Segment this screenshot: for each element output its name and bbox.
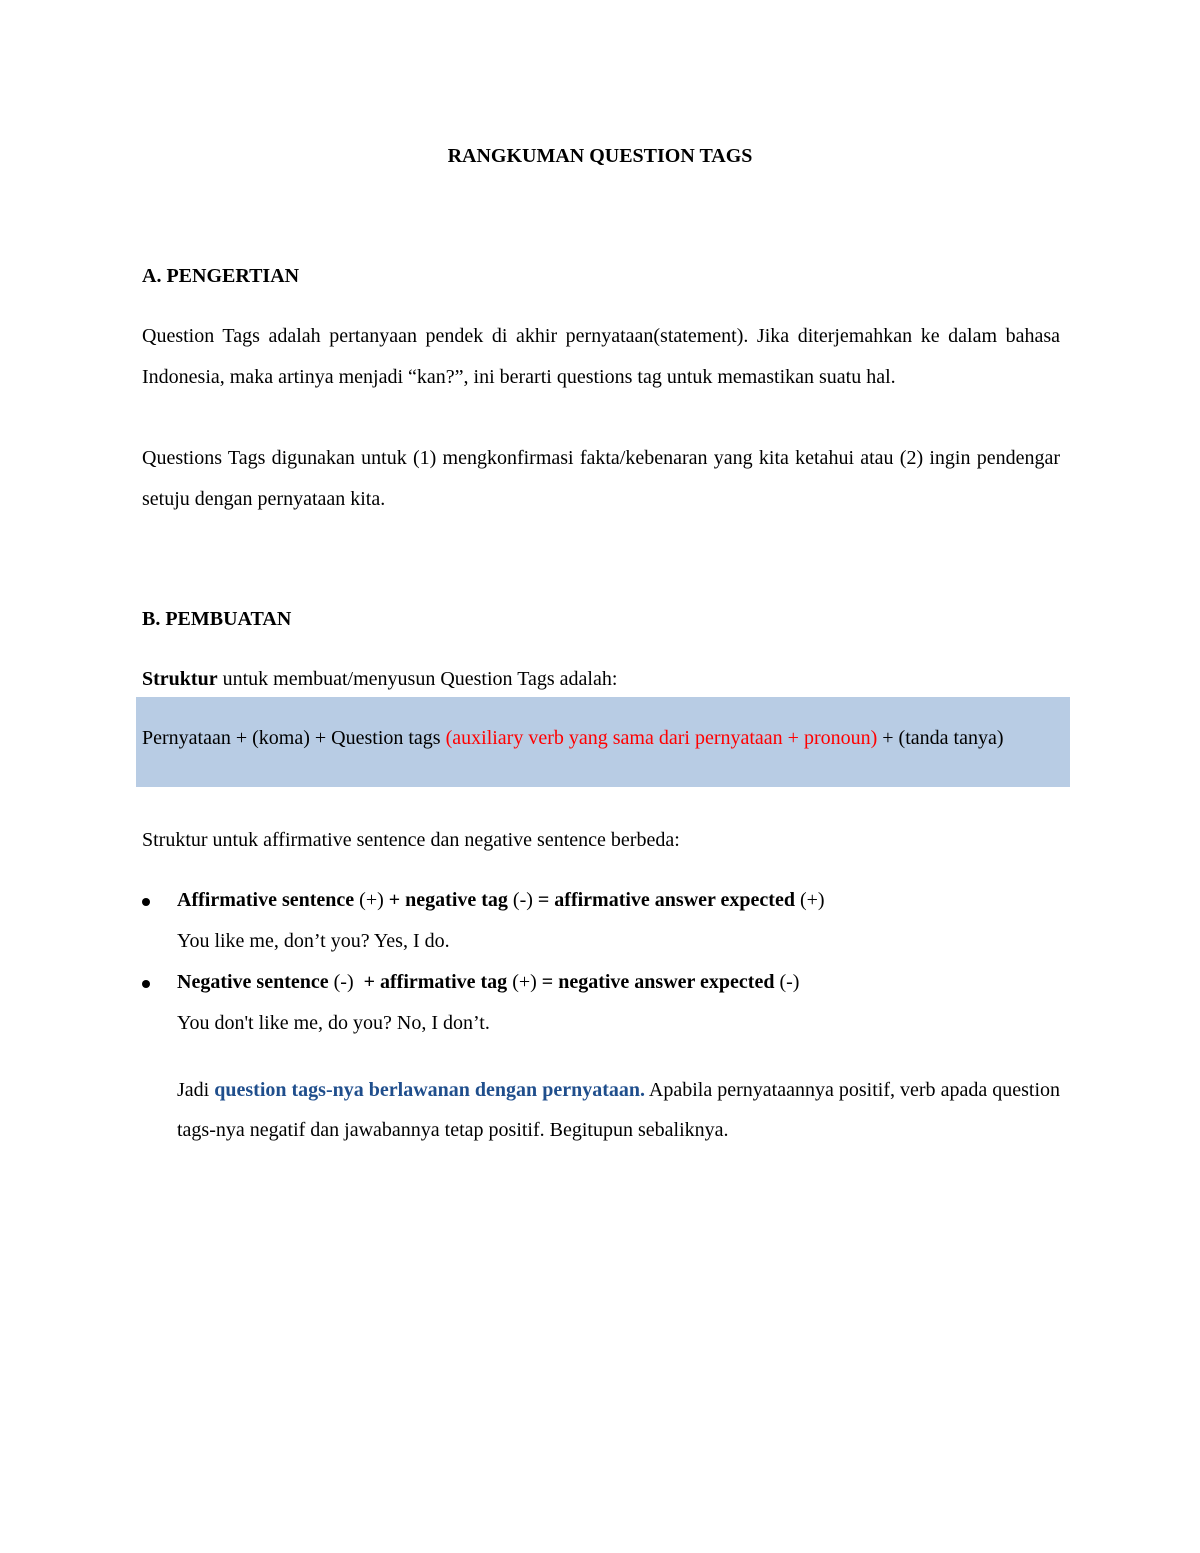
formula-part-2-red: (auxiliary verb yang sama dari pernyataan + pronoun): [445, 727, 878, 749]
conclusion-paragraph: [177, 1070, 1060, 1150]
formula-text: [142, 720, 1060, 756]
bullet-text-2: (-): [507, 889, 538, 911]
conclusion-lead: Jadi: [177, 1079, 215, 1101]
bullet-dot-icon: [142, 898, 150, 906]
bullet-text-1: (-): [328, 971, 364, 993]
section-b-heading: B. PEMBUATAN: [142, 608, 292, 630]
formula-part-3: + (tanda tanya): [877, 727, 1004, 749]
conclusion-rest: Apabila pernyataannya positif, verb apada question tags-nya negatif dan jawabannya tetap positif. Begitupun sebaliknya.: [177, 1079, 1061, 1141]
bullet-text: [177, 971, 799, 994]
compare-intro: Struktur untuk affirmative sentence dan negative sentence berbeda:: [142, 829, 680, 851]
bullet-text-2: (+): [507, 971, 542, 993]
bullet-text-3: (-): [774, 971, 800, 993]
structure-intro: [142, 659, 1060, 700]
section-a-paragraph-2: Questions Tags digunakan untuk (1) mengkonfirmasi fakta/kebenaran yang kita ketahui atau (2) ingin pendengar setuju dengan pernyataan kita.: [142, 447, 1060, 510]
bullet-text-3: (+): [794, 889, 825, 911]
bullet-bold-3: = negative answer expected: [541, 971, 775, 993]
bullet-text-1: (+): [354, 889, 389, 911]
bullet-bold-1: Affirmative sentence: [177, 889, 355, 911]
section-a-paragraph-1: Question Tags adalah pertanyaan pendek di akhir pernyataan(statement). Jika diterjemahkan ke dalam bahasa Indonesia, maka artinya menjadi “kan?”, ini berarti questions tag untuk memastikan suatu hal.: [142, 325, 1060, 388]
bullet-text: [177, 889, 825, 912]
structure-intro-text: untuk membuat/menyusun Question Tags adalah:: [217, 668, 618, 690]
bullet-bold-3: = affirmative answer expected: [537, 889, 795, 911]
conclusion-emphasis: question tags-nya berlawanan dengan pernyataan.: [214, 1079, 645, 1101]
section-a-heading: A. PENGERTIAN: [142, 265, 300, 287]
bullet-bold-1: Negative sentence: [177, 971, 329, 993]
example-affirmative: You like me, don’t you? Yes, I do.: [177, 930, 450, 952]
structure-intro-bold: Struktur: [142, 668, 218, 690]
bullet-bold-2: + affirmative tag: [363, 971, 508, 993]
formula-part-1: Pernyataan + (koma) + Question tags: [142, 727, 446, 749]
document-title: RANGKUMAN QUESTION TAGS: [447, 145, 753, 167]
bullet-bold-2: + negative tag: [388, 889, 508, 911]
bullet-dot-icon: [142, 980, 150, 988]
example-negative: You don't like me, do you? No, I don’t.: [177, 1012, 490, 1034]
